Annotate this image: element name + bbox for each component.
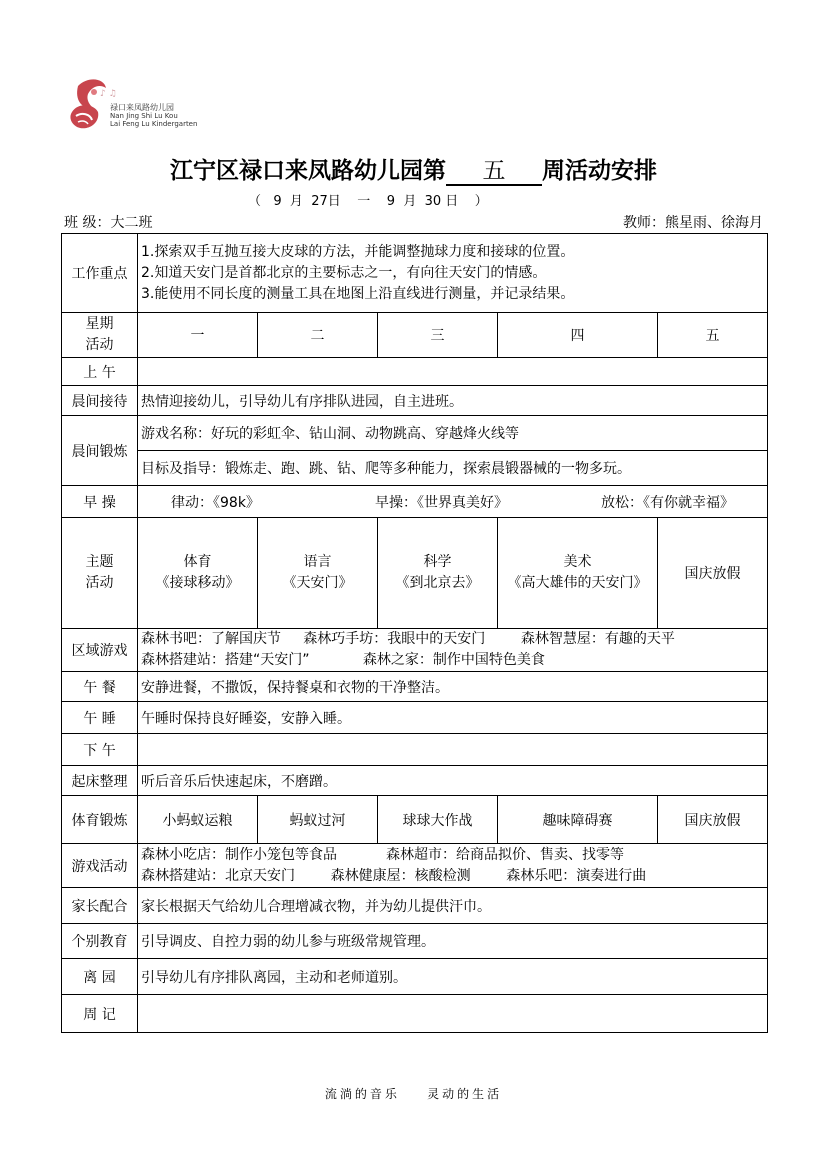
work-focus-item: 1.探索双手互抛互接大皮球的方法，并能调整抛球力度和接球的位置。 [141,243,575,260]
label-morning: 上 午 [62,358,138,386]
row-work-focus [62,234,768,313]
label-morning-reception: 晨间接待 [62,386,138,416]
drill-relax: 放松：《有你就幸福》 [601,494,734,511]
wakeup-text: 听后音乐后快速起床，不磨蹭。 [138,766,768,796]
morning-exercise-games: 游戏名称：好玩的彩虹伞、钻山洞、动物跳高、穿越烽火线等 [138,416,768,451]
page-footer: 流淌的音乐 灵动的生活 [324,1087,503,1101]
row-afternoon [62,734,768,766]
leaving-text: 引导幼儿有序排队离园，主动和老师道别。 [138,959,768,995]
sports-item: 球球大作战 [378,796,498,844]
label-wakeup: 起床整理 [62,766,138,796]
row-morning [62,358,768,386]
teacher-info: 教师：熊星雨、徐海月 [623,215,763,231]
lunch-text: 安静进餐，不撒饭，保持餐桌和衣物的干净整洁。 [138,672,768,702]
week-number: 五 [446,158,542,186]
date-range: （ 9 月 27日 一 9 月 30 日 ） [248,194,488,209]
label-area-games: 区域游戏 [62,629,138,672]
morning-reception-text: 热情迎接幼儿，引导幼儿有序排队进园，自主进班。 [138,386,768,416]
row-morning-reception [62,386,768,416]
parents-text: 家长根据天气给幼儿合理增减衣物，并为幼儿提供汗巾。 [138,888,768,924]
label-sports: 体育锻炼 [62,796,138,844]
row-morning-exercise-goal [62,451,768,486]
row-parents [62,888,768,924]
work-focus-item: 2.知道天安门是首都北京的主要标志之一，有向往天安门的情感。 [141,264,547,281]
theme-cell: 体育 《接球移动》 [138,518,258,629]
row-area-games [62,629,768,672]
label-afternoon: 下 午 [62,734,138,766]
individual-text: 引导调皮、自控力弱的幼儿参与班级常规管理。 [138,924,768,959]
page-title: 江宁区禄口来凤路幼儿园第 五 周活动安排 [170,157,657,184]
nap-text: 午睡时保持良好睡姿，安静入睡。 [138,702,768,734]
sports-item: 小蚂蚁运粮 [138,796,258,844]
weekday-fri: 五 [658,313,768,358]
area-games-text: 森林书吧：了解国庆节 森林巧手坊：我眼中的天安门 森林智慧屋：有趣的天平 森林搭建站：搭建“天安门” 森林之家：制作中国特色美食 [138,629,768,672]
drill-main: 早操：《世界真美好》 [375,494,508,511]
weekday-wed: 三 [378,313,498,358]
label-individual: 个别教育 [62,924,138,959]
theme-cell-holiday: 国庆放假 [658,518,768,629]
row-sports [62,796,768,844]
row-weekday-header [62,313,768,358]
row-leaving [62,959,768,995]
label-theme: 主题 活动 [62,518,138,629]
label-lunch: 午 餐 [62,672,138,702]
label-morning-exercise: 晨间锻炼 [62,416,138,486]
row-weekly-note [62,995,768,1033]
label-work-focus: 工作重点 [62,234,138,313]
row-nap [62,702,768,734]
theme-cell: 科学 《到北京去》 [378,518,498,629]
row-morning-exercise [62,416,768,451]
row-lunch [62,672,768,702]
row-individual [62,924,768,959]
svg-text:♪ ♫: ♪ ♫ [100,89,117,99]
row-theme [62,518,768,629]
work-focus-item: 3.能使用不同长度的测量工具在地图上沿直线进行测量，并记录结果。 [141,285,575,302]
weekday-mon: 一 [138,313,258,358]
games-text: 森林小吃店：制作小笼包等食品 森林超市：给商品拟价、售卖、找零等 森林搭建站：北京天安门 森林健康屋：核酸检测 森林乐吧：演奏进行曲 [138,844,768,888]
row-games [62,844,768,888]
label-morning-drill: 早 操 [62,486,138,518]
label-weekly-note: 周 记 [62,995,138,1033]
weekly-schedule-table [61,233,768,1033]
row-morning-drill [62,486,768,518]
label-games: 游戏活动 [62,844,138,888]
sports-item: 趣味障碍赛 [498,796,658,844]
label-parents: 家长配合 [62,888,138,924]
theme-cell: 语言 《天安门》 [258,518,378,629]
morning-exercise-goal: 目标及指导：锻炼走、跑、跳、钻、爬等多种能力，探索晨锻器械的一物多玩。 [138,451,768,486]
weekday-tue: 二 [258,313,378,358]
morning-drill-cell [138,486,768,518]
label-leaving: 离 园 [62,959,138,995]
label-weekday: 星期 活动 [62,313,138,358]
work-focus-list [138,234,768,313]
weekday-thu: 四 [498,313,658,358]
row-wakeup [62,766,768,796]
label-nap: 午 睡 [62,702,138,734]
sports-item: 国庆放假 [658,796,768,844]
theme-cell: 美术 《高大雄伟的天安门》 [498,518,658,629]
logo-text: 禄口来凤路幼儿园 Nan Jing Shi Lu Kou Lai Feng Lu Kindergarten [110,103,198,128]
weekly-note-text [138,995,768,1033]
sports-item: 蚂蚁过河 [258,796,378,844]
drill-rhythm: 律动：《98k》 [171,494,260,511]
class-info: 班 级：大二班 [64,215,153,231]
